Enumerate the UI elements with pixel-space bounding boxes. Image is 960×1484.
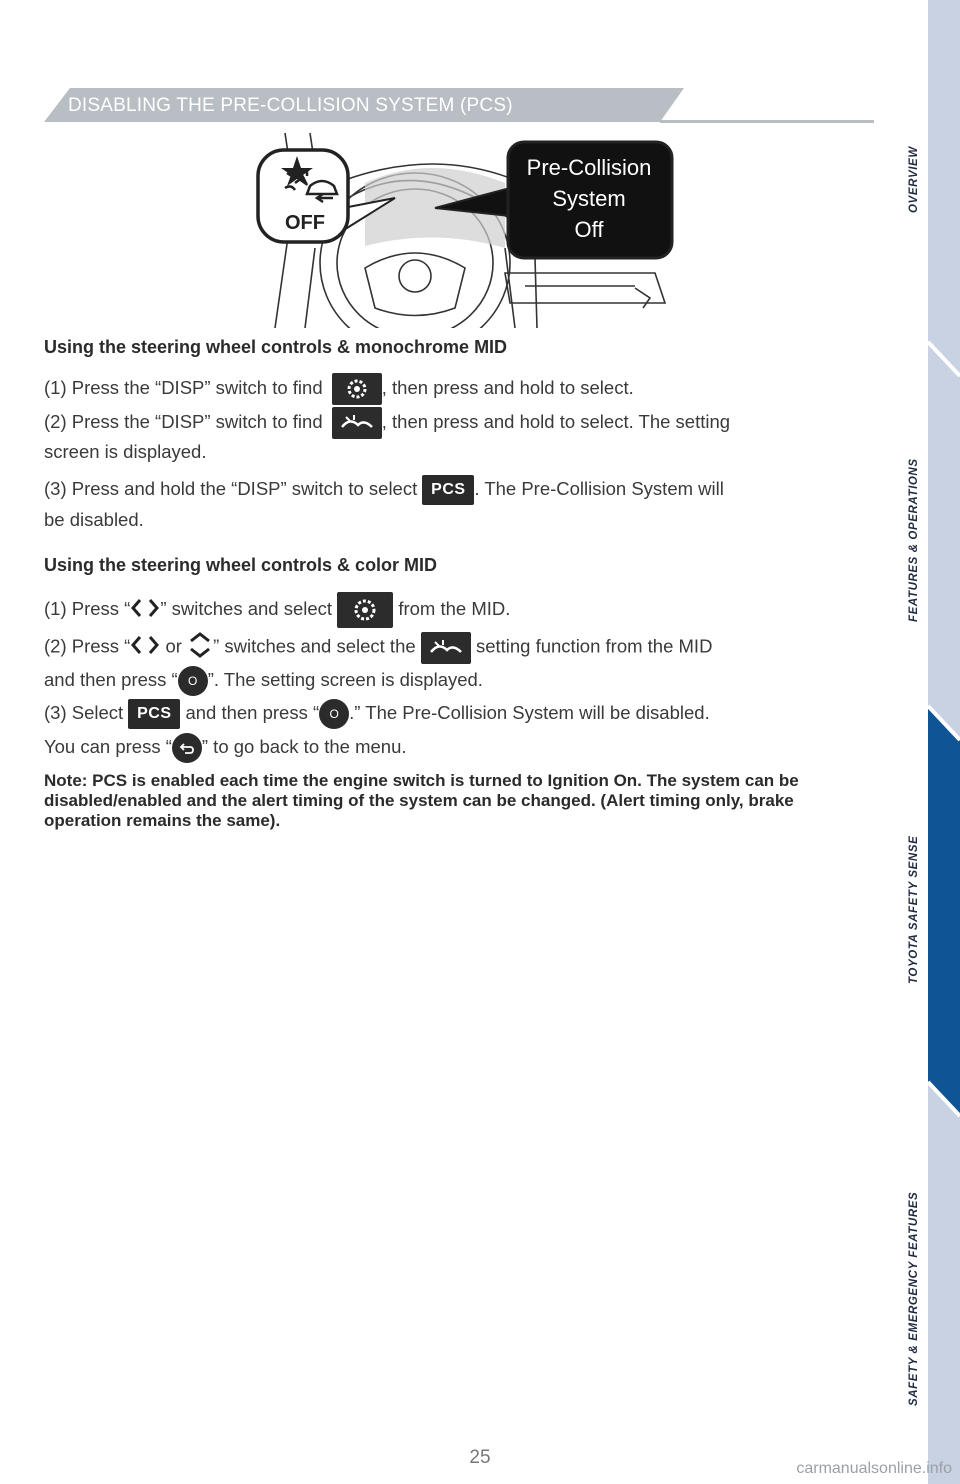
section2-step3: (3) Select PCS and then press “ O .” The Pre-Collision System will be disabled. [44,699,710,729]
back-button-icon [172,733,202,763]
note-text: Note: PCS is enabled each time the engine switch is turned to Ignition On. The system can be disabled/enabled and the alert timing of the system can be changed. (Alert timing only, brake operation remains the same). [44,771,799,830]
settings-gear-icon-color [337,592,393,628]
section1-heading: Using the steering wheel controls & monochrome MID [44,337,508,357]
section1-step1: (1) Press the “DISP” switch to find , then press and hold to select. [44,373,634,405]
section2-heading: Using the steering wheel controls & color MID [44,555,438,575]
section2-step4: You can press “ ” to go back to the menu. [44,733,407,763]
watermark: carmanualsonline.info [796,1460,952,1477]
pcs-settings-icon [332,407,382,439]
mid-display-text: Pre-Collision System Off [526,155,652,242]
section1-step3-cont: be disabled. [44,509,144,530]
up-down-arrows-icon [187,631,213,664]
section1-step3: (3) Press and hold the “DISP” switch to select PCS . The Pre-Collision System will [44,475,724,505]
section2-step2-cont: and then press “ O ”. The setting screen is displayed. [44,666,483,696]
pcs-off-switch-label: OFF [285,212,325,234]
section1-step2-cont: screen is displayed. [44,441,207,462]
pcs-settings-icon-color [421,632,471,664]
section1-step2: (2) Press the “DISP” switch to find , then press and hold to select. The setting [44,407,730,439]
section-title: DISABLING THE PRE-COLLISION SYSTEM (PCS) [68,95,513,116]
page-number: 25 [469,1447,491,1468]
section2-step2: (2) Press “ or ” switches and select the setting function from the MID [44,631,712,664]
section-sidebar [928,0,960,1484]
left-right-arrows-icon [130,597,160,624]
ok-button-icon: O [319,699,349,729]
banner-rule [660,120,874,123]
settings-gear-icon [332,373,382,405]
section2-step1: (1) Press “ ” switches and select from the MID. [44,592,510,628]
pcs-chip: PCS [422,475,474,505]
ok-button-icon: O [178,666,208,696]
pcs-chip-color: PCS [128,699,180,729]
left-right-arrows-icon [130,634,160,661]
